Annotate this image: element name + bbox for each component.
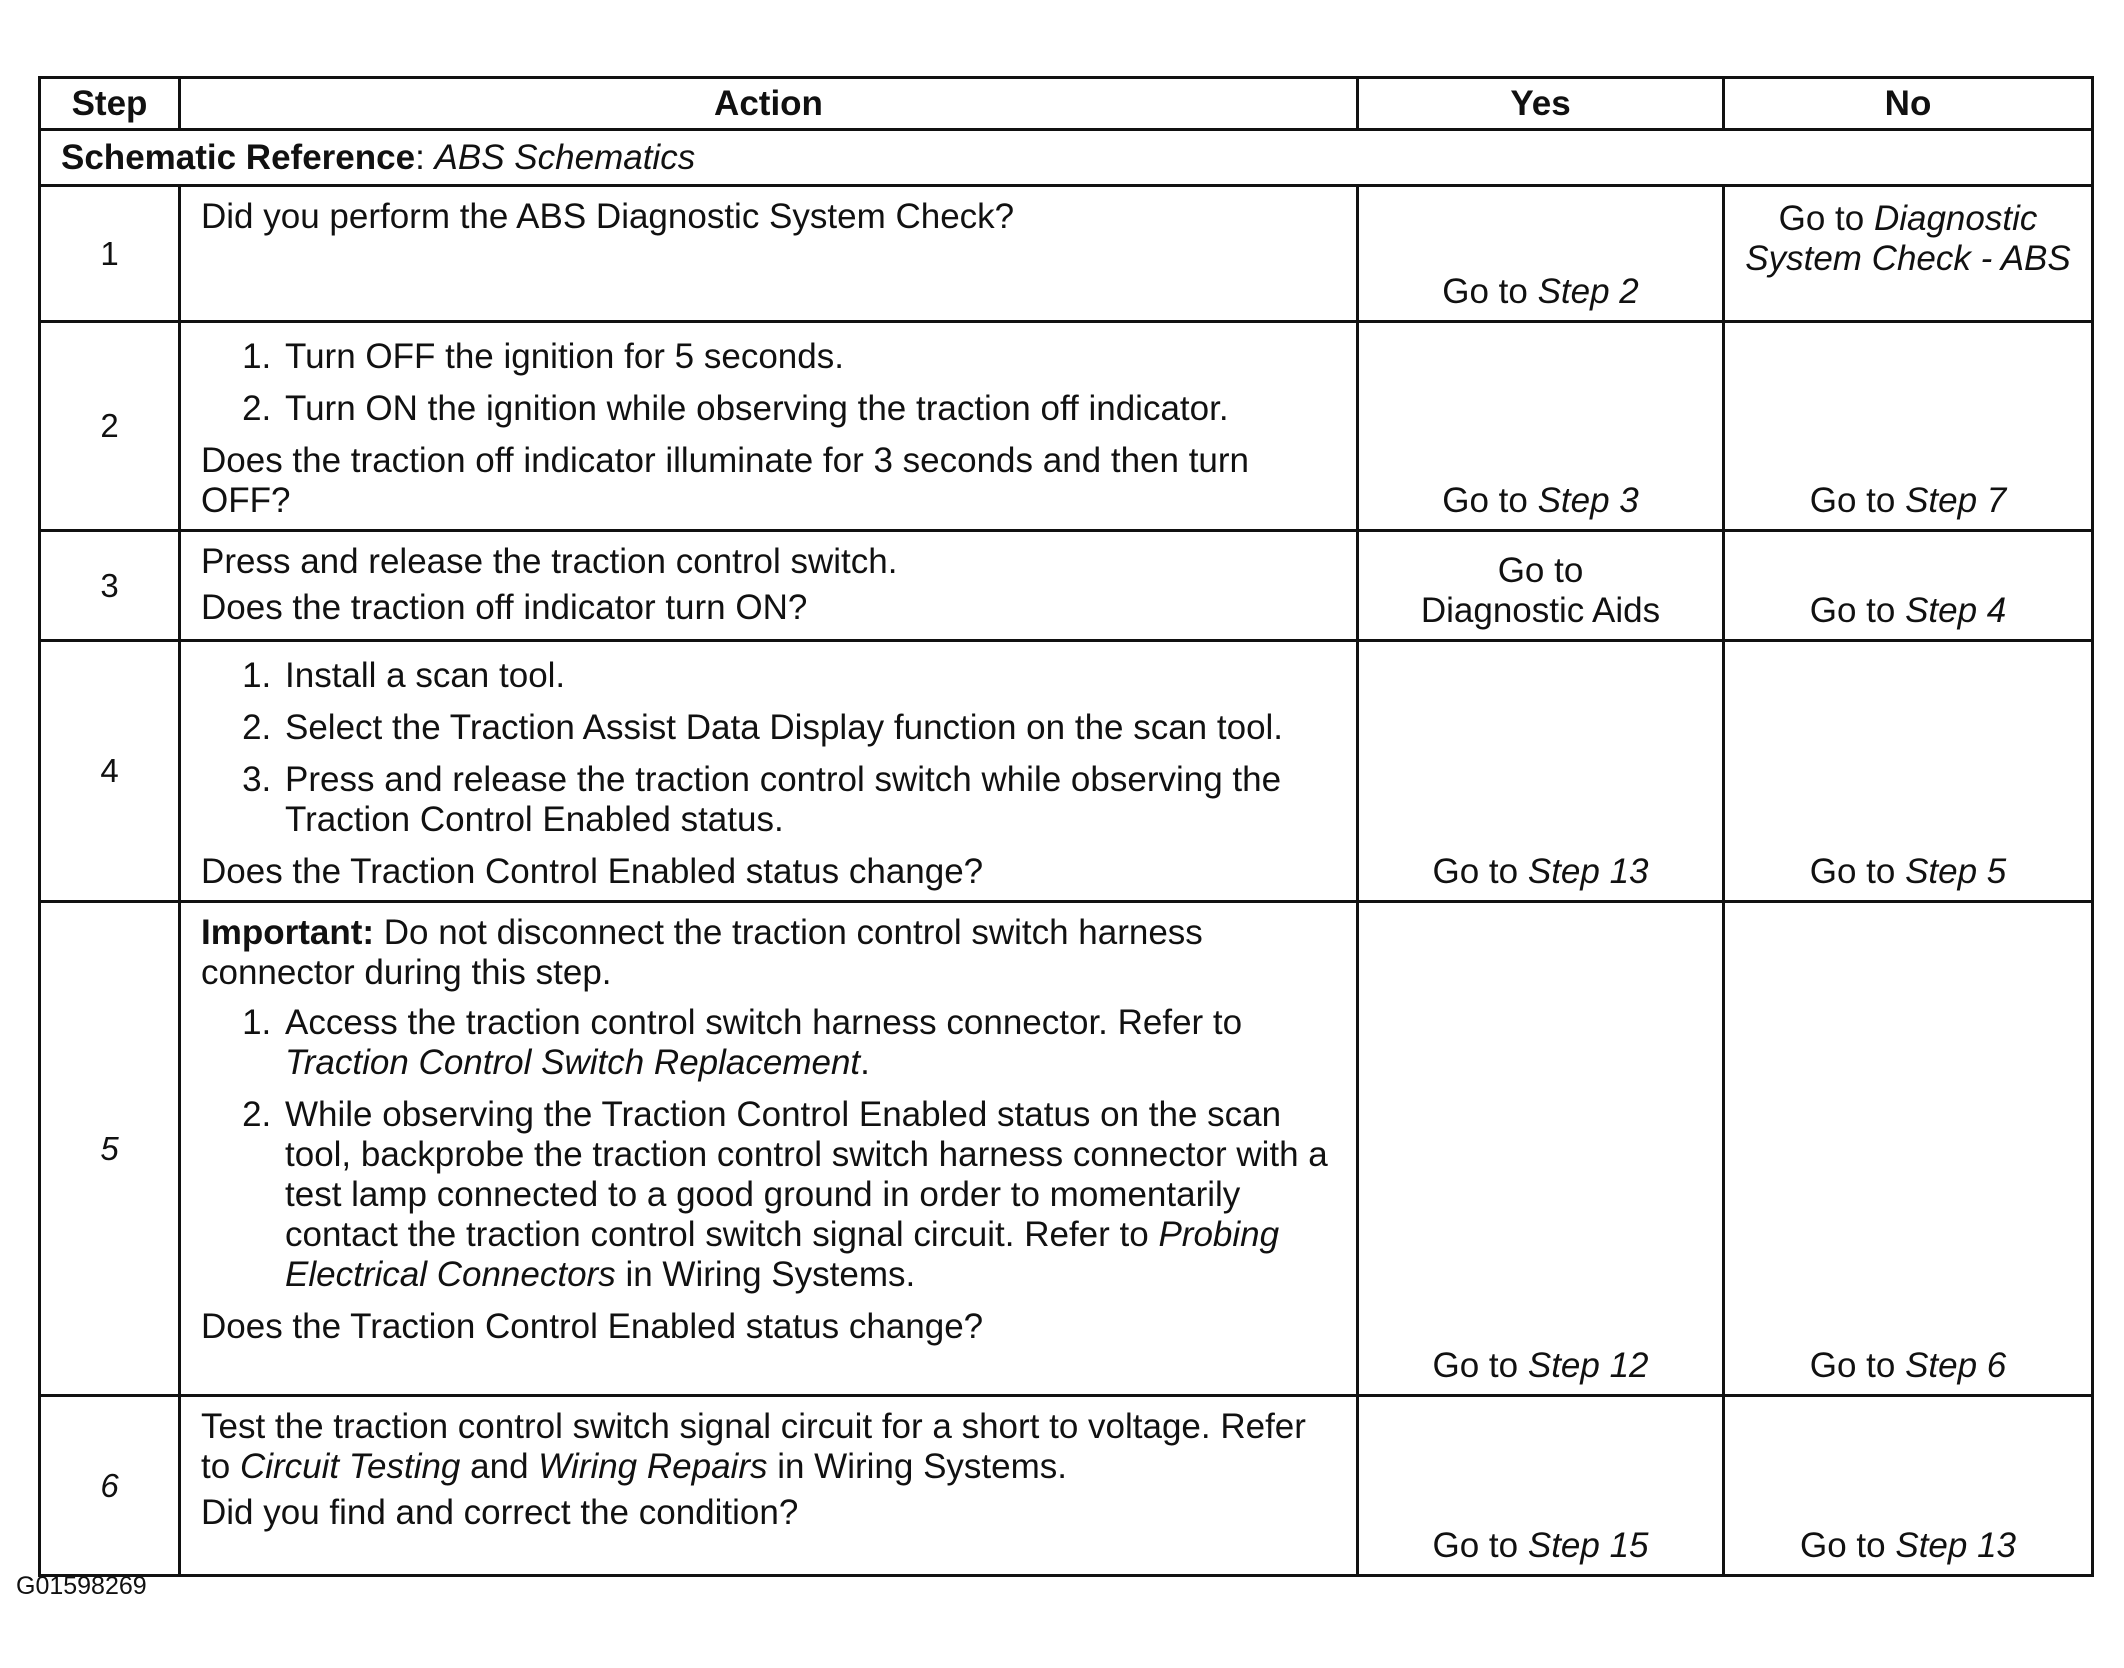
step-number: 1 [40,186,180,322]
no-cell [1724,641,2093,902]
action-cell [180,186,1358,322]
header-no: No [1724,78,2093,130]
yes-prefix: Go to [1442,481,1528,520]
yes-prefix: Go to [1432,852,1519,891]
table-row [40,1396,2093,1576]
header-step: Step [40,78,180,130]
step-number: 3 [40,531,180,641]
yes-link[interactable]: Step 15 [1527,1526,1649,1565]
yes-link[interactable]: Step 13 [1527,852,1649,891]
header-yes: Yes [1358,78,1724,130]
yes-prefix: Go to [1432,1526,1519,1565]
question: Did you perform the ABS Diagnostic System Check? [201,197,1015,236]
instruction-end: in Wiring Systems. [777,1447,1067,1486]
schematic-reference [40,130,2093,186]
table-row [40,641,2093,902]
table-row [40,531,2093,641]
step-number: 5 [40,902,180,1396]
schematic-row [40,130,2093,186]
item-end: . [860,1043,870,1082]
schematic-label: Schematic Reference [61,137,416,177]
header-action: Action [180,78,1358,130]
no-prefix: Go to [1809,591,1896,630]
yes-prefix: Go to [1497,551,1584,590]
question: Does the traction off indicator turn ON? [201,588,808,627]
no-link[interactable]: Step 4 [1905,591,2007,630]
question: Does the Traction Control Enabled status change? [201,1307,984,1346]
item-end: in Wiring Systems. [625,1255,916,1294]
yes-cell [1358,1396,1724,1576]
action-cell [180,531,1358,641]
yes-link[interactable]: Step 3 [1537,481,1639,520]
table-row [40,322,2093,531]
wiring-repairs-link[interactable]: Wiring Repairs [538,1447,768,1486]
list-item: 3. Press and release the traction control switch while observing the Traction Control Enabled status. [281,760,1344,840]
header-row [40,78,2093,130]
action-cell [180,322,1358,531]
no-cell [1724,1396,2093,1576]
action-list [201,656,1344,840]
important-text: Do not disconnect the traction control switch harness connector during this step. [201,913,1203,992]
item-link[interactable]: Probing Electrical Connectors [285,1215,1280,1294]
step-number: 2 [40,322,180,531]
step-number: 6 [40,1396,180,1576]
figure-id: G01598269 [16,1572,147,1600]
step-number: 4 [40,641,180,902]
no-link[interactable]: Step 7 [1905,481,2007,520]
important-label: Important: [201,913,375,952]
item-text: While observing the Traction Control Enabled status on the scan tool, backprobe the traction control switch harness connector with a test lamp connected to a good ground in order to momentarily contact the traction control switch signal circuit. Refer to [285,1095,1328,1254]
list-item: 2. Select the Traction Assist Data Display function on the scan tool. [281,708,1344,748]
list-item: 2. Turn ON the ignition while observing the traction off indicator. [281,389,1344,429]
yes-cell [1358,322,1724,531]
list-item: 1. Turn OFF the ignition for 5 seconds. [281,337,1344,377]
list-item [281,1003,1344,1083]
list-item [281,1095,1344,1295]
no-cell [1724,186,2093,322]
action-list [201,337,1344,429]
no-link[interactable]: Step 13 [1895,1526,2016,1565]
question: Does the traction off indicator illuminate for 3 seconds and then turn OFF? [201,441,1250,520]
yes-cell [1358,186,1724,322]
action-cell [180,641,1358,902]
statement: Press and release the traction control switch. [201,542,898,581]
table-row [40,186,2093,322]
yes-link[interactable]: Diagnostic Aids [1420,591,1661,630]
yes-link[interactable]: Step 12 [1527,1346,1649,1385]
and-text: and [470,1447,529,1486]
no-link[interactable]: Step 5 [1905,852,2007,891]
no-link[interactable]: Diagnostic System Check - ABS [1745,199,2071,278]
no-cell [1724,531,2093,641]
no-prefix: Go to [1809,852,1896,891]
circuit-testing-link[interactable]: Circuit Testing [239,1447,461,1486]
action-cell [180,1396,1358,1576]
item-text: Access the traction control switch harness connector. Refer to [285,1003,1243,1042]
diagnostic-table [38,76,2094,1577]
yes-cell [1358,531,1724,641]
no-prefix: Go to [1809,481,1896,520]
yes-link[interactable]: Step 2 [1537,272,1639,311]
action-cell [180,902,1358,1396]
item-link[interactable]: Traction Control Switch Replacement [285,1043,861,1082]
test-instruction [201,1407,1344,1487]
no-link[interactable]: Step 6 [1905,1346,2007,1385]
list-item: 1. Install a scan tool. [281,656,1344,696]
table-row [40,902,2093,1396]
no-cell [1724,322,2093,531]
question: Does the Traction Control Enabled status change? [201,852,984,891]
question: Did you find and correct the condition? [201,1493,799,1532]
yes-prefix: Go to [1442,272,1528,311]
no-prefix: Go to [1800,1526,1886,1565]
yes-prefix: Go to [1432,1346,1519,1385]
no-cell [1724,902,2093,1396]
instruction-text: Test the traction control switch signal circuit for a short to voltage. Refer to [201,1407,1306,1486]
no-prefix: Go to [1778,199,1865,238]
yes-cell [1358,902,1724,1396]
yes-cell [1358,641,1724,902]
schematic-sep: : [415,137,425,177]
no-prefix: Go to [1809,1346,1896,1385]
schematic-link[interactable]: ABS Schematics [434,137,696,177]
action-list [201,1003,1344,1295]
important-note [201,913,1344,993]
